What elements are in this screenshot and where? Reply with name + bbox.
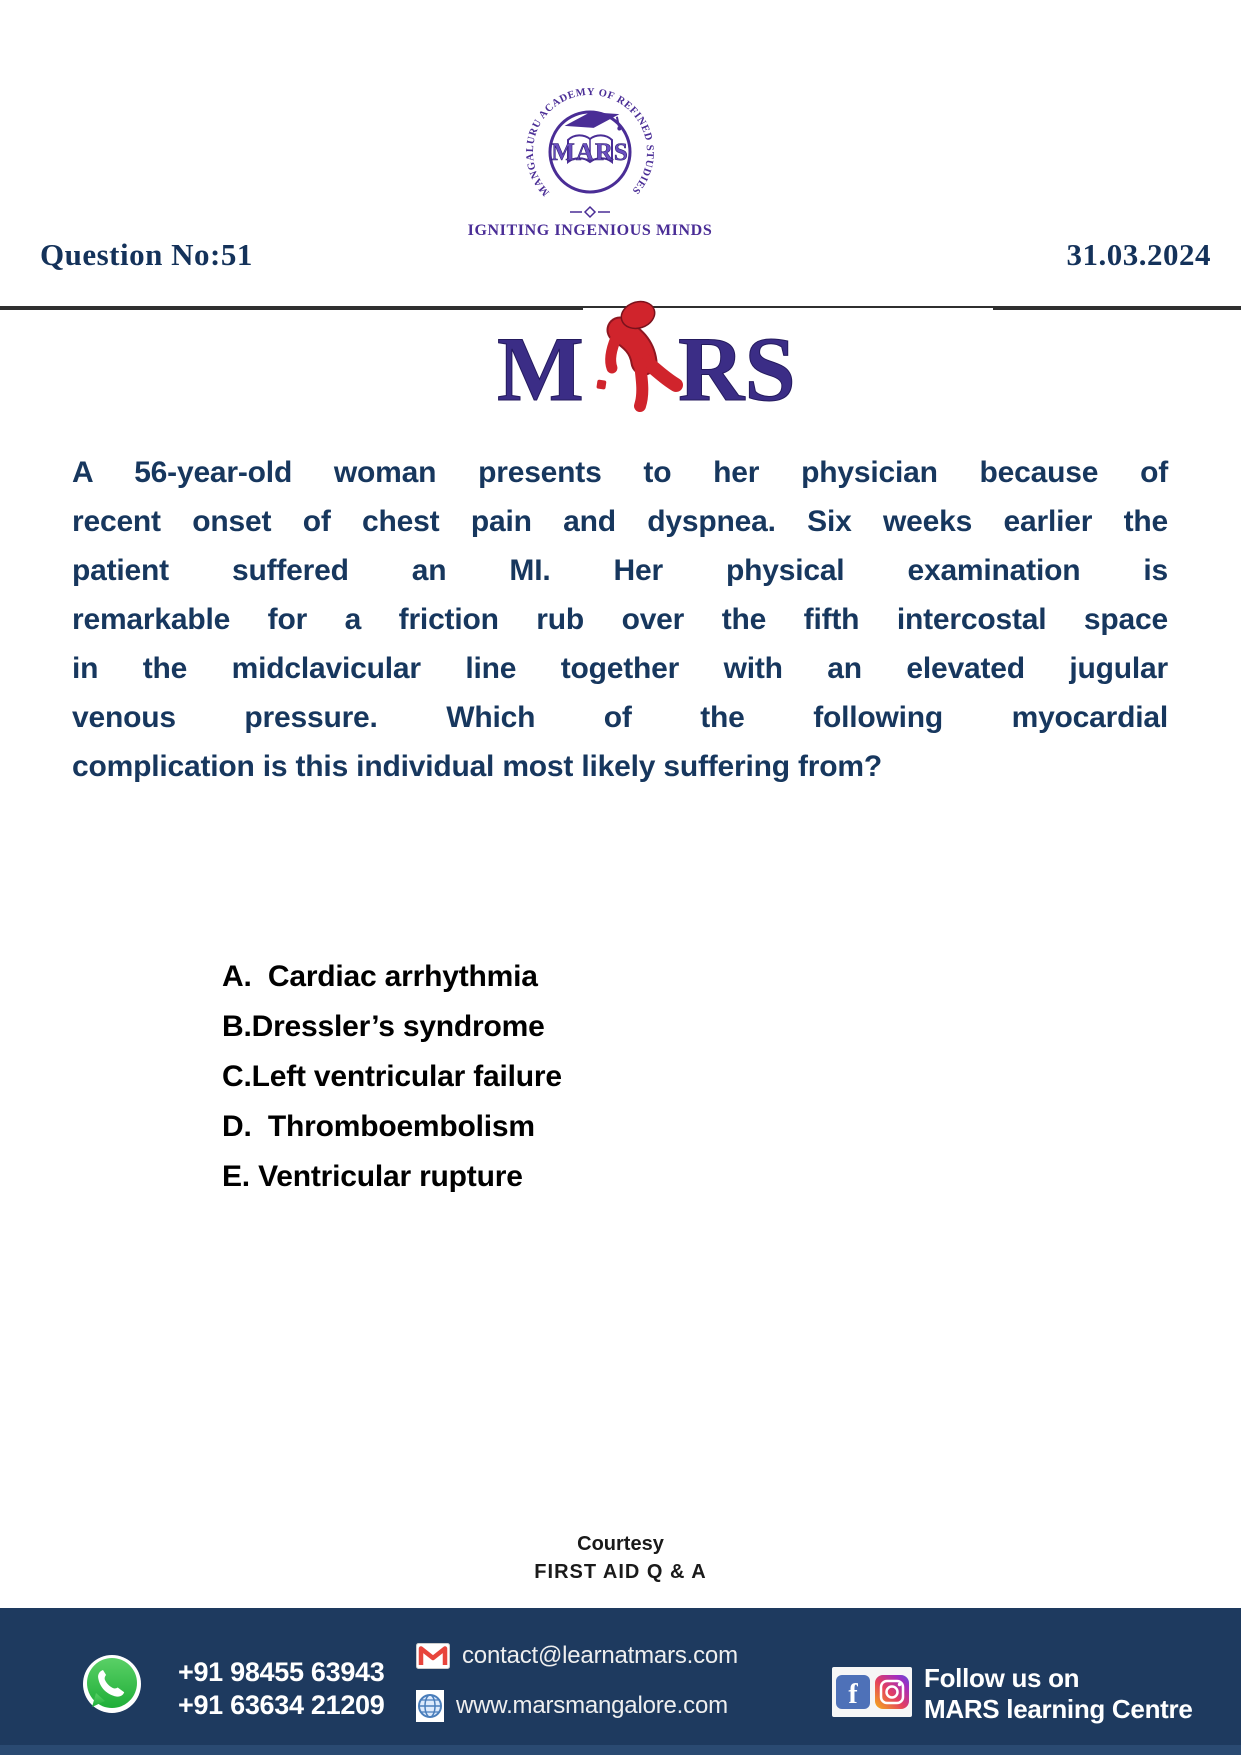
footer xyxy=(0,1608,1241,1755)
footer-bottom-strip xyxy=(0,1745,1241,1755)
phone-numbers xyxy=(178,1656,384,1722)
emblem-monogram: MARS xyxy=(551,139,629,166)
instagram-icon[interactable] xyxy=(875,1675,909,1709)
website-url[interactable]: www.marsmangalore.com xyxy=(456,1692,728,1719)
option-e: E. Ventricular rupture xyxy=(222,1160,523,1193)
courtesy-note xyxy=(0,1530,1241,1586)
gmail-icon xyxy=(416,1643,450,1669)
whatsapp-icon[interactable] xyxy=(82,1654,142,1714)
courtesy-label: Courtesy xyxy=(577,1533,664,1555)
phone-number-2[interactable]: +91 63634 21209 xyxy=(178,1690,385,1720)
mars-logo-rs: RS xyxy=(678,318,796,415)
question-line: complication is this individual most likely suffering from? xyxy=(72,750,882,783)
follow-line-1: Follow us on xyxy=(924,1663,1080,1693)
question-line: patient suffered an MI. Her physical examination is xyxy=(72,554,1168,587)
svg-text:f: f xyxy=(847,1679,858,1709)
answer-options xyxy=(222,952,562,1202)
website-row xyxy=(416,1689,738,1723)
question-text xyxy=(72,448,1168,791)
email-address[interactable]: contact@learnatmars.com xyxy=(462,1642,738,1669)
date: 31.03.2024 xyxy=(1066,237,1211,272)
question-number: Question No:51 xyxy=(40,237,253,272)
email-row xyxy=(416,1639,738,1673)
emblem-ring-text: MANGALURU ACADEMY OF REFINED STUDIES xyxy=(524,86,656,198)
option-a: A. Cardiac arrhythmia xyxy=(222,960,538,993)
mars-logo-m: M xyxy=(497,318,584,415)
social-icons xyxy=(832,1667,912,1717)
follow-line-2: MARS learning Centre xyxy=(924,1694,1193,1724)
question-line: recent onset of chest pain and dyspnea. Six weeks earlier the xyxy=(72,505,1168,538)
mars-logo xyxy=(495,300,805,415)
mars-logo-figure xyxy=(596,300,676,406)
question-line: in the midclavicular line together with an elevated jugular xyxy=(72,652,1168,685)
question-line: A 56-year-old woman presents to her physician because of xyxy=(72,456,1168,489)
facebook-icon[interactable] xyxy=(836,1675,870,1709)
option-d: D. Thromboembolism xyxy=(222,1110,535,1143)
academy-tagline: IGNITING INGENIOUS MINDS xyxy=(467,222,713,239)
globe-icon xyxy=(416,1690,444,1722)
question-line: remarkable for a friction rub over the fifth intercostal space xyxy=(72,603,1168,636)
phone-number-1[interactable]: +91 98455 63943 xyxy=(178,1657,385,1687)
question-line: venous pressure. Which of the following myocardial xyxy=(72,701,1168,734)
follow-us xyxy=(924,1663,1193,1725)
option-b: B.Dressler’s syndrome xyxy=(222,1010,545,1043)
contact-links xyxy=(416,1639,738,1723)
academy-emblem-graphic xyxy=(498,84,682,228)
option-c: C.Left ventricular failure xyxy=(222,1060,562,1093)
courtesy-source: FIRST AID Q & A xyxy=(534,1561,707,1583)
emblem-ornament xyxy=(570,207,610,217)
academy-emblem xyxy=(498,84,682,228)
